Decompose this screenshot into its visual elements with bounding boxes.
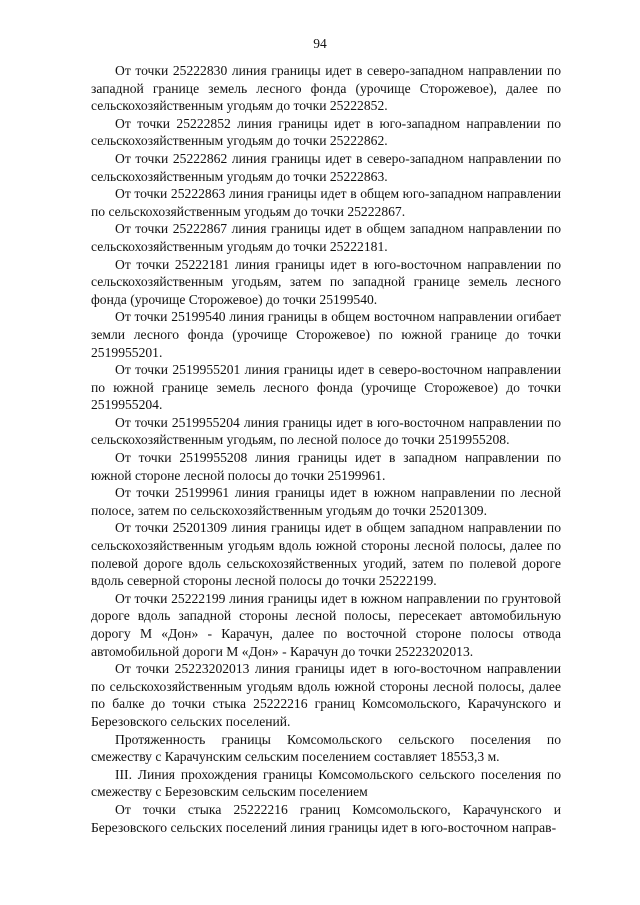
paragraph-12: От точки 25201309 линия границы идет в общем западном направлении по сельскохозяйственным угодьям вдоль южной стороны лесной полосы, далее по полевой дороге вдоль сельскохозяйственных угодий, затем по полевой дороге вдоль северной стороны лесной полосы до точки 25222199. — [91, 520, 561, 589]
paragraph-2: От точки 25222852 линия границы идет в юго-западном направлении по сельскохозяйственным угодьям до точки 25222862. — [91, 115, 561, 149]
page-number: 94 — [313, 36, 327, 51]
paragraph-8: От точки 2519955201 линия границы идет в северо-восточном направлении по южной границе земель лесного фонда (урочище Сторожевое) до точки 2519955204. — [91, 362, 561, 413]
paragraph-6: От точки 25222181 линия границы идет в юго-восточном направлении по сельскохозяйственным угодьям, затем по западной границе земель лесного фонда (урочище Сторожевое) до точки 25199540. — [91, 256, 561, 307]
paragraph-10: От точки 2519955208 линия границы идет в западном направлении по южной стороне лесной полосы до точки 25199961. — [91, 450, 561, 483]
paragraph-9: От точки 2519955204 линия границы идет в юго-восточном направлении по сельскохозяйственным угодьям, по лесной полосе до точки 2519955208. — [91, 414, 561, 448]
paragraph-5: От точки 25222867 линия границы идет в общем западном направлении по сельскохозяйственным угодьям до точки 25222181. — [91, 221, 561, 254]
paragraph-14: От точки 25223202013 линия границы идет в юго-восточном направлении по сельскохозяйственным угодьям вдоль южной стороны лесной полосы, далее по балке до точки стыка 25222216 границ Комсомольского, Карачунского и Березовского сельских поселений. — [91, 661, 561, 729]
section-heading-III: III. Линия прохождения границы Комсомольского сельского поселения по смежеству с Березовским сельским поселением — [91, 766, 561, 800]
paragraph-13: От точки 25222199 линия границы идет в южном направлении по грунтовой дороге вдоль западной стороны лесной полосы, пересекает автомобильную дорогу М «Дон» - Карачун, далее по восточной стороне полосы отвода автомобильной дороги М «Дон» - Карачун до точки 25223202013. — [91, 590, 561, 659]
paragraph-17: От точки стыка 25222216 границ Комсомольского, Карачунского и Березовского сельских поселений линия границы идет в юго-восточном направ- — [91, 801, 561, 835]
paragraph-3: От точки 25222862 линия границы идет в северо-западном направлении по сельскохозяйственным угодьям до точки 25222863. — [91, 150, 561, 184]
paragraph-11: От точки 25199961 линия границы идет в южном направлении по лесной полосе, затем по сельскохозяйственным угодьям до точки 25201309. — [91, 485, 561, 518]
document-body — [91, 62, 561, 836]
paragraph-7: От точки 25199540 линия границы в общем восточном направлении огибает земли лесного фонда (урочище Сторожевое) по южной границе до точки 2519955201. — [91, 309, 561, 360]
paragraph-1: От точки 25222830 линия границы идет в северо-западном направлении по западной границе земель лесного фонда (урочище Сторожевое), далее по сельскохозяйственным угодьям до точки 25222852. — [91, 63, 561, 114]
paragraph-15: Протяженность границы Комсомольского сельского поселения по смежеству с Карачунским сельским поселением составляет 18553,3 м. — [91, 731, 561, 765]
paragraph-4: От точки 25222863 линия границы идет в общем юго-западном направлении по сельскохозяйственным угодьям до точки 25222867. — [91, 186, 561, 219]
